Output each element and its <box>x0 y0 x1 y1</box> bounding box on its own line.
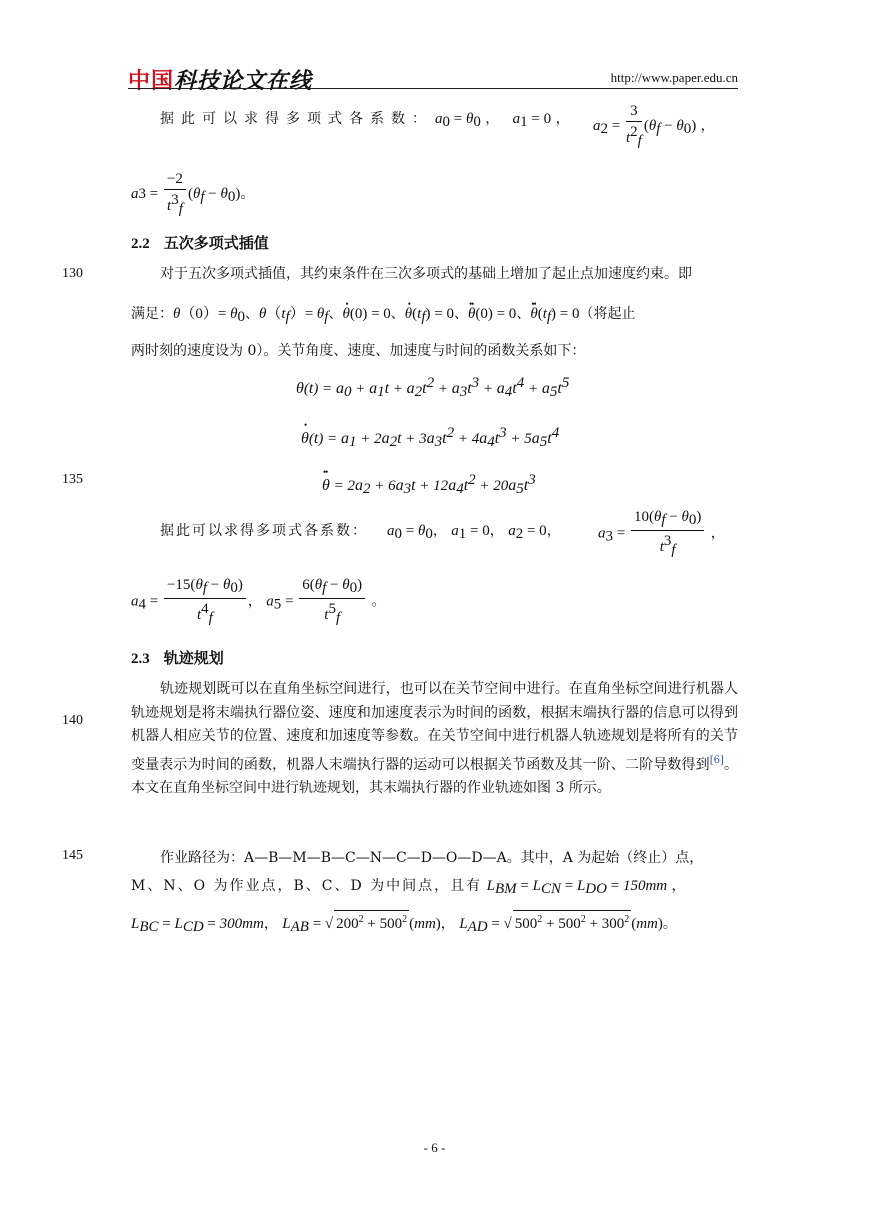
quintic-coeff-a0-a2: $a_0 = \theta_0$， $a_1 = 0$， $a_2 = 0$， <box>387 523 561 542</box>
para-2-2-line2: 满足：$\theta(0)= \theta_0$、$\theta(t_f)= \theta_f$、• θ(0) = 0、• $\theta(t_f) = 0$、•• θ(0) = 0、•• $\theta(t_f) = 0$（将起止 <box>131 305 636 326</box>
quintic-coeff-intro: 据此可以求得多项式各系数： <box>160 523 368 539</box>
cubic-coeff-intro: 据此可以求得多项式各系数： <box>160 111 433 127</box>
header-url[interactable]: http://www.paper.edu.cn <box>610 70 738 85</box>
line-number: 140 <box>62 713 83 728</box>
header-divider <box>128 88 738 89</box>
page-number: - 6 - <box>423 1140 446 1155</box>
equation-velocity: • $\theta(t) = a_1 + 2a_2t + 3a_3t^2 + 4a_4t^3 + 5a_5t^4$ <box>301 425 559 451</box>
comma: ， <box>555 111 570 127</box>
quintic-coeff-a4-a5: $a_4$ = $\frac{-15(\theta_f - \theta_0)}{t^4_f}$ ， $a_5$ = $\frac{6(\theta_f - \theta_0)}{t^5_f}$ 。 <box>131 577 386 626</box>
para-2-3-tail: 。本文在直角坐标空间中进行轨迹规划，其末端执行器的作业轨迹如图 3 所示。 <box>131 756 739 796</box>
para-2-2-line1: 对于五次多项式插值，其约束条件在三次多项式的基础上增加了起止点加速度约束。即 <box>160 266 692 282</box>
path-line2-text: M、N、O 为作业点，B、C、D 为中间点，且有 <box>131 878 483 894</box>
para-2-3 <box>131 678 738 801</box>
label-suffix: （将起止 <box>579 306 636 322</box>
citation-link[interactable]: [6] <box>709 754 724 766</box>
label-prefix: 满足： <box>131 306 173 322</box>
quintic-coeff-a3: $a_3$ = $\frac{10(\theta_f - \theta_0)}{t^3_f}$ ， <box>598 509 725 558</box>
path-line2: M、N、O 为作业点，B、C、D 为中间点，且有 $L_{BM} = L_{CN} = L_{DO} = 150mm$ ， <box>131 878 686 897</box>
section-heading-2-3 <box>131 647 224 668</box>
comma: ， <box>485 111 500 127</box>
cubic-coeff-a3: a3 = $\frac{-2}{t^3_f}$ $(\theta_f - \theta_0)$。 <box>131 171 255 217</box>
section-number: 2.2 <box>131 236 150 252</box>
cubic-coeff-a0-a1: $a_0 = \theta_0$ ， $a_1 = 0$ ， <box>435 111 570 130</box>
equation-position: $\theta(t) = a_0 + a_1t + a_2t^2 + a_3t^3 + a_4t^4 + a_5t^5$ <box>296 375 570 400</box>
line-number: 135 <box>62 472 83 487</box>
cubic-coeff-a2: $a_2$ = $\frac{3}{t^2_f}$ $(\theta_f - \theta_0)$ ， <box>593 103 715 149</box>
path-line3: $L_{BC} = L_{CD} = 300mm$， $L_{AB}$ = √ $200^2 + 500^2$ (mm)， $L_{AD}$ = √ $500^2 + 500^2 + 300^2$ (mm)。 <box>131 910 677 936</box>
comma: ， <box>700 118 715 134</box>
section-title: 五次多项式插值 <box>163 234 269 252</box>
length-value-150: 150mm <box>622 878 668 894</box>
para-2-3-body: 轨迹规划既可以在直角坐标空间进行，也可以在关节空间中进行。在直角坐标空间进行机器人轨迹规划是将末端执行器位姿、速度和加速度表示为时间的函数，根据末端执行器的信息可以得到机器人相应关节的位置、速度和加速度等参数。在关节空间中进行机器人轨迹规划是将所有的关节变量表示为时间的函数，机器人末端执行器的运动可以根据关节函数及其一阶、二阶导数得到 <box>131 681 738 773</box>
period: 。 <box>240 186 255 202</box>
logo-red-text: 中国 <box>128 69 175 94</box>
equation-acceleration: •• $\theta = 2a_2 + 6a_3t + 12a_4t^2 + 20a_5t^3$ <box>322 472 536 498</box>
length-value-300: 300mm <box>219 916 264 932</box>
section-heading-2-2 <box>131 232 269 253</box>
section-number: 2.3 <box>131 651 150 667</box>
path-line1: 作业路径为：A—B—M—B—C—N—C—D—O—D—A。其中，A 为起始（终止）点， <box>160 850 704 866</box>
para-2-2-line3: 两时刻的速度设为 0）。关节角度、速度、加速度与时间的函数关系如下： <box>131 343 586 359</box>
logo-black-text: 科技论文在线 <box>174 69 313 94</box>
journal-logo <box>128 64 312 95</box>
line-number: 130 <box>62 266 83 281</box>
line-number: 145 <box>62 848 83 863</box>
section-title: 轨迹规划 <box>163 649 224 667</box>
